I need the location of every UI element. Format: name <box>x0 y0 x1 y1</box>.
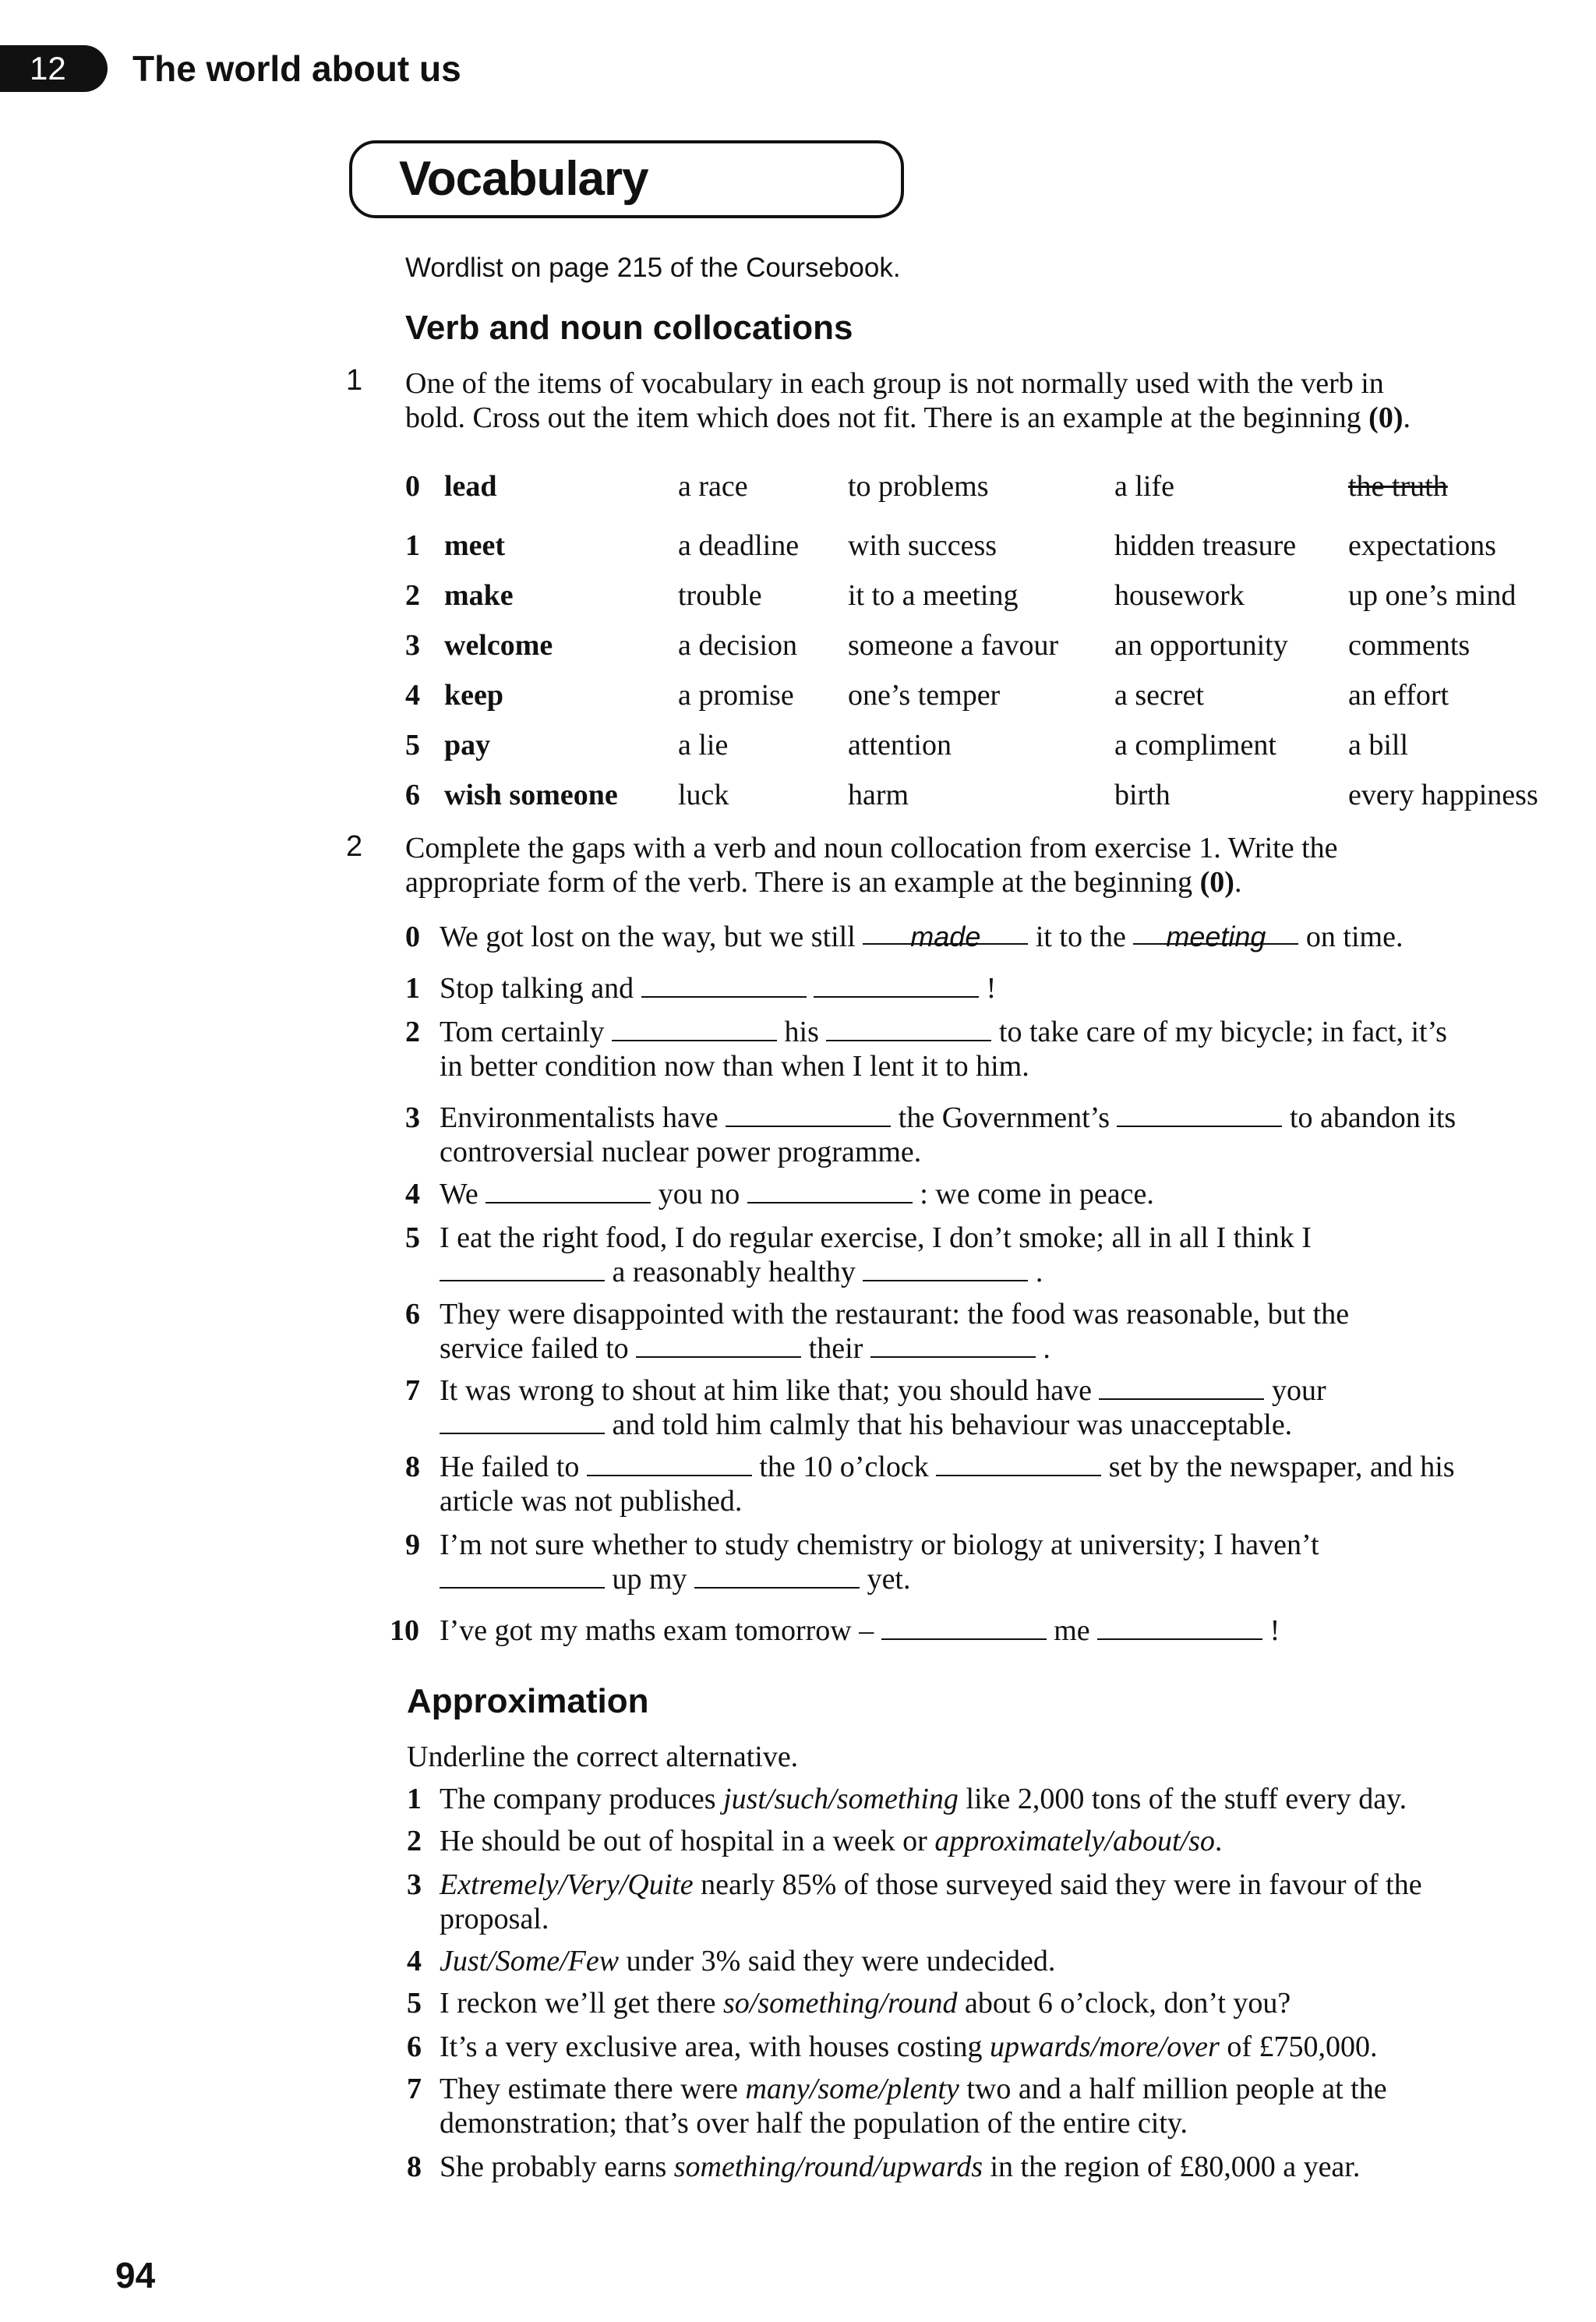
answer-gap[interactable] <box>440 1256 605 1281</box>
item-number: 2 <box>405 1016 420 1048</box>
answer-gap[interactable] <box>636 1333 801 1358</box>
gap-sentence-continuation: controversial nuclear power programme. <box>440 1136 922 1168</box>
row-number: 1 <box>405 529 420 562</box>
item-number: 6 <box>407 2030 422 2063</box>
noun-cell: a lie <box>678 729 729 762</box>
alternative-sentence: He should be out of hospital in a week or approximately/about/so. <box>440 1825 1223 1857</box>
gap-sentence-continuation: in better condition now than when I lent it to him. <box>440 1050 1029 1083</box>
noun-cell: a secret <box>1114 679 1204 712</box>
alternative-sentence-continuation: proposal. <box>440 1903 549 1935</box>
approximation-instruction: Underline the correct alternative. <box>407 1741 799 1773</box>
verb-cell: keep <box>444 679 503 712</box>
item-number: 4 <box>407 1945 422 1977</box>
item-number: 1 <box>405 972 420 1005</box>
alternative-sentence: Extremely/Very/Quite nearly 85% of those surveyed said they were in favour of the <box>440 1868 1422 1901</box>
noun-cell: an effort <box>1348 679 1449 712</box>
item-number: 9 <box>405 1529 420 1561</box>
section-title-box <box>349 140 904 218</box>
answer-gap[interactable] <box>863 1256 1028 1281</box>
noun-cell: a bill <box>1348 729 1409 762</box>
noun-cell: trouble <box>678 579 762 612</box>
exercise-1-instruction-line1: One of the items of vocabulary in each group is not normally used with the verb in <box>405 367 1384 400</box>
alternatives[interactable]: something/round/upwards <box>673 2151 983 2183</box>
noun-cell: up one’s mind <box>1348 579 1517 612</box>
alternative-sentence: The company produces just/such/something like 2,000 tons of the stuff every day. <box>440 1783 1407 1815</box>
answer-gap[interactable] <box>486 1179 651 1203</box>
noun-cell: housework <box>1114 579 1245 612</box>
gap-sentence: Tom certainly his to take care of my bicycle; in fact, it’s <box>440 1016 1447 1048</box>
approximation-heading: Approximation <box>407 1682 649 1720</box>
row-number: 4 <box>405 679 420 712</box>
gap-sentence: I eat the right food, I do regular exercise, I don’t smoke; all in all I think I <box>440 1221 1312 1254</box>
alternative-sentence: It’s a very exclusive area, with houses costing upwards/more/over of £750,000. <box>440 2030 1378 2063</box>
noun-cell: a race <box>678 470 748 503</box>
crossed-out-item: the truth <box>1348 470 1448 503</box>
item-number: 0 <box>405 921 420 953</box>
noun-cell: a decision <box>678 629 798 662</box>
noun-cell: expectations <box>1348 529 1496 562</box>
noun-cell: a promise <box>678 679 794 712</box>
verb-cell: welcome <box>444 629 553 662</box>
answer-gap[interactable] <box>1117 1102 1282 1127</box>
noun-cell: birth <box>1114 779 1171 811</box>
gap-sentence: We you no : we come in peace. <box>440 1178 1154 1210</box>
noun-cell: every happiness <box>1348 779 1538 811</box>
verb-cell: pay <box>444 729 491 762</box>
noun-cell: harm <box>848 779 909 811</box>
gap-sentence: Stop talking and ! <box>440 972 997 1005</box>
verb-cell: wish someone <box>444 779 618 811</box>
item-number: 2 <box>407 1825 422 1857</box>
alternatives[interactable]: so/something/round <box>723 1987 958 2020</box>
noun-cell: an opportunity <box>1114 629 1288 662</box>
exercise-2-instruction-line2: appropriate form of the verb. There is an example at the beginning (0). <box>405 866 1242 899</box>
answer-gap[interactable] <box>587 1451 752 1476</box>
item-number: 10 <box>390 1614 419 1647</box>
gap-sentence: It was wrong to shout at him like that; you should have your <box>440 1374 1326 1407</box>
answer-gap[interactable] <box>440 1409 605 1434</box>
alternatives[interactable]: many/some/plenty <box>745 2073 959 2105</box>
row-number: 5 <box>405 729 420 762</box>
verb-cell: make <box>444 579 514 612</box>
noun-cell: a life <box>1114 470 1175 503</box>
item-number: 8 <box>407 2151 422 2183</box>
answer-gap[interactable] <box>826 1016 991 1041</box>
answer-gap[interactable] <box>694 1564 860 1589</box>
exercise-2-number: 2 <box>346 830 363 863</box>
noun-cell: a compliment <box>1114 729 1276 762</box>
answer-gap[interactable] <box>440 1564 605 1589</box>
row-number: 3 <box>405 629 420 662</box>
alternative-sentence-continuation: demonstration; that’s over half the population of the entire city. <box>440 2107 1188 2140</box>
verb-cell: meet <box>444 529 506 562</box>
noun-cell: one’s temper <box>848 679 1001 712</box>
verb-cell: lead <box>444 470 497 503</box>
gap-sentence: Environmentalists have the Government’s to abandon its <box>440 1101 1457 1134</box>
noun-cell: comments <box>1348 629 1471 662</box>
row-number: 0 <box>405 470 420 503</box>
wordlist-note: Wordlist on page 215 of the Coursebook. <box>405 253 901 283</box>
gap-sentence-continuation: article was not published. <box>440 1485 743 1518</box>
answer-gap[interactable] <box>726 1102 891 1127</box>
noun-cell: it to a meeting <box>848 579 1019 612</box>
answer-gap[interactable] <box>936 1451 1101 1476</box>
alternative-sentence: They estimate there were many/some/plenty two and a half million people at the <box>440 2073 1387 2105</box>
page-number: 94 <box>115 2255 156 2295</box>
alternatives[interactable]: Extremely/Very/Quite <box>440 1868 694 1901</box>
item-number: 7 <box>407 2073 422 2105</box>
answer-gap[interactable] <box>814 973 979 998</box>
row-number: 6 <box>405 779 420 811</box>
noun-cell: someone a favour <box>848 629 1059 662</box>
alternative-sentence: She probably earns something/round/upwards in the region of £80,000 a year. <box>440 2151 1361 2183</box>
noun-cell: attention <box>848 729 952 762</box>
alternatives[interactable]: Just/Some/Few <box>440 1945 620 1977</box>
alternative-sentence: I reckon we’ll get there so/something/round about 6 o’clock, don’t you? <box>440 1987 1291 2020</box>
gap-sentence-continuation: service failed to their . <box>440 1332 1050 1365</box>
item-number: 3 <box>405 1101 420 1134</box>
gap-sentence: I’ve got my maths exam tomorrow – me ! <box>440 1614 1280 1647</box>
noun-cell: to problems <box>848 470 989 503</box>
section-title: Vocabulary <box>399 152 648 206</box>
answer-gap[interactable] <box>1099 1375 1264 1400</box>
gap-sentence: They were disappointed with the restaurant: the food was reasonable, but the <box>440 1298 1350 1331</box>
exercise-2-instruction-line1: Complete the gaps with a verb and noun collocation from exercise 1. Write the <box>405 832 1338 864</box>
answer-gap: made <box>863 920 1028 945</box>
noun-cell: luck <box>678 779 729 811</box>
item-number: 7 <box>405 1374 420 1407</box>
noun-cell: with success <box>848 529 998 562</box>
item-number: 4 <box>405 1178 420 1210</box>
item-number: 5 <box>407 1987 422 2020</box>
item-number: 3 <box>407 1868 422 1901</box>
alternative-sentence: Just/Some/Few under 3% said they were undecided. <box>440 1945 1056 1977</box>
item-number: 1 <box>407 1783 422 1815</box>
answer-gap[interactable] <box>641 973 807 998</box>
gap-sentence-continuation: up my yet. <box>440 1562 911 1596</box>
gap-sentence: I’m not sure whether to study chemistry or biology at university; I haven’t <box>440 1529 1319 1561</box>
gap-sentence: He failed to the 10 o’clock set by the newspaper, and his <box>440 1451 1455 1483</box>
collocations-heading: Verb and noun collocations <box>405 309 853 347</box>
answer-gap[interactable] <box>1097 1615 1262 1640</box>
row-number: 2 <box>405 579 420 612</box>
gap-sentence-continuation: and told him calmly that his behaviour was unacceptable. <box>440 1408 1292 1442</box>
gap-sentence-continuation: a reasonably healthy . <box>440 1255 1043 1289</box>
item-number: 5 <box>405 1221 420 1254</box>
item-number: 6 <box>405 1298 420 1331</box>
answer-gap[interactable] <box>747 1179 913 1203</box>
answer-gap[interactable] <box>881 1615 1047 1640</box>
exercise-1-number: 1 <box>346 364 363 397</box>
unit-number-tab: 12 <box>0 45 108 92</box>
alternatives[interactable]: approximately/about/so <box>934 1825 1215 1857</box>
alternatives[interactable]: upwards/more/over <box>989 2030 1220 2063</box>
example-sentence: We got lost on the way, but we still made it to the meeting on time. <box>440 921 1404 953</box>
answer-gap[interactable] <box>612 1016 777 1041</box>
noun-cell: a deadline <box>678 529 800 562</box>
unit-title: The world about us <box>132 48 461 89</box>
alternatives[interactable]: just/such/something <box>723 1783 959 1815</box>
exercise-1-instruction-line2: bold. Cross out the item which does not fit. There is an example at the beginning (0). <box>405 401 1411 434</box>
noun-cell: hidden treasure <box>1114 529 1297 562</box>
item-number: 8 <box>405 1451 420 1483</box>
answer-gap[interactable] <box>870 1333 1036 1358</box>
answer-gap: meeting <box>1133 920 1298 945</box>
